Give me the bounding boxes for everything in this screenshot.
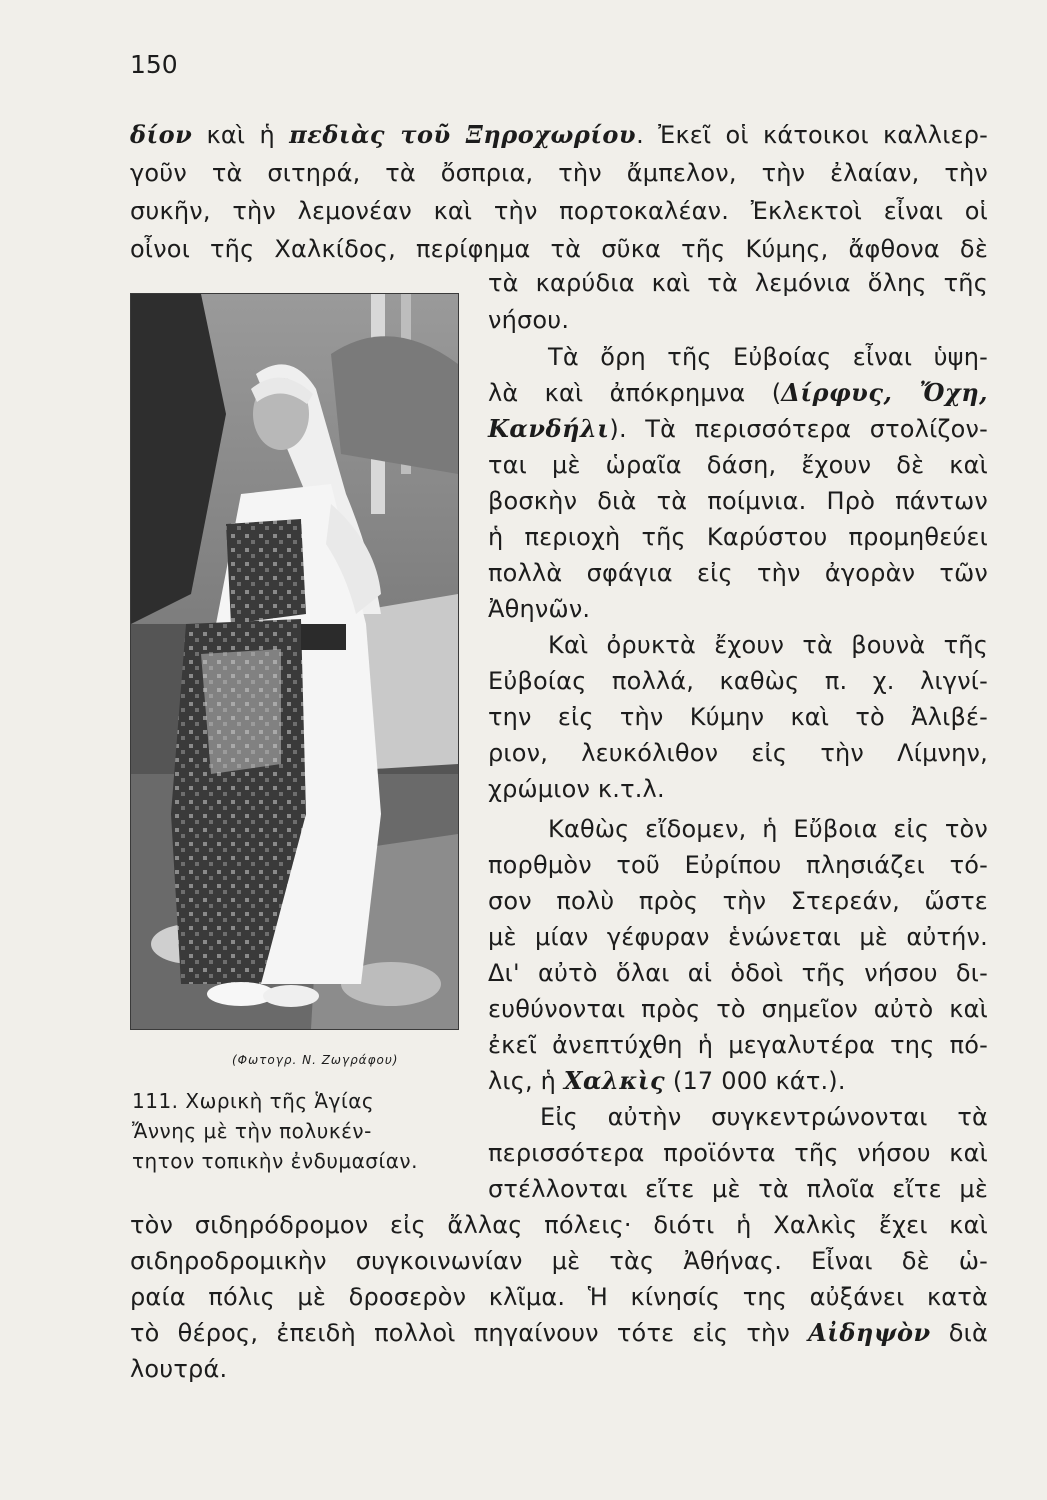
text-line: μὲ μίαν γέφυραν ἑνώνεται μὲ αὐτήν. — [488, 923, 988, 951]
text-line: δίον καὶ ἡ πεδιὰς τοῦ Ξηροχωρίου. Ἐκεῖ οἱ κάτοικοι καλλιερ- — [130, 120, 988, 149]
text-line: την εἰς τὴν Κύμην καὶ τὸ Ἀλιβέ- — [488, 703, 988, 731]
photo-credit: (Φωτογρ. Ν. Ζωγράφου) — [232, 1053, 399, 1067]
text-line: λουτρά. — [130, 1355, 228, 1383]
text-line: τὰ καρύδια καὶ τὰ λεμόνια ὅλης τῆς — [488, 269, 988, 297]
figure-caption-line: 111. Χωρικὴ τῆς Ἁγίας — [132, 1089, 375, 1113]
text-line: ἡ περιοχὴ τῆς Καρύστου προμηθεύει — [488, 523, 988, 551]
place-name: δίον — [130, 120, 193, 149]
text-line: τὸν σιδηρόδρομον εἰς ἄλλας πόλεις· διότι ἡ Χαλκὶς ἔχει καὶ — [130, 1211, 988, 1239]
text-line: πορθμὸν τοῦ Εὐρίπου πλησιάζει τό- — [488, 851, 988, 879]
text-line: Τὰ ὄρη τῆς Εὐβοίας εἶναι ὑψη- — [548, 343, 988, 371]
text-line: Δι' αὐτὸ ὅλαι αἱ ὁδοὶ τῆς νήσου δι- — [488, 959, 988, 987]
text-line: λις, ἡ Χαλκὶς (17 000 κάτ.). — [488, 1066, 846, 1095]
text-line: χρώμιον κ.τ.λ. — [488, 775, 665, 803]
text-line: Εἰς αὐτὴν συγκεντρώνονται τὰ — [540, 1103, 988, 1131]
text-line: ευθύνονται πρὸς τὸ σημεῖον αὐτὸ καὶ — [488, 995, 988, 1023]
city-name: Χαλκὶς — [563, 1066, 666, 1095]
figure-caption-line: Ἄννης μὲ τὴν πολυκέν- — [132, 1119, 372, 1143]
mountain-name: Κανδήλι — [488, 414, 610, 443]
place-name: πεδιὰς τοῦ Ξηροχωρίου — [289, 120, 637, 149]
text-line: Καὶ ὀρυκτὰ ἔχουν τὰ βουνὰ τῆς — [548, 631, 988, 659]
text-line: πολλὰ σφάγια εἰς τὴν ἀγορὰν τῶν — [488, 559, 988, 587]
text-line: ται μὲ ὡραῖα δάση, ἔχουν δὲ καὶ — [488, 451, 988, 479]
text-line: λὰ καὶ ἀπόκρημνα (Δίρφυς, Ὄχη, — [488, 378, 988, 407]
costume-photograph — [130, 293, 459, 1030]
text-line: νήσου. — [488, 306, 570, 334]
woman-in-traditional-costume-image — [131, 294, 458, 1029]
text-line: σιδηροδρομικὴν συγκοινωνίαν μὲ τὰς Ἀθήνας. Εἶναι δὲ ὡ- — [130, 1247, 988, 1275]
text-line: βοσκὴν διὰ τὰ ποίμνια. Πρὸ πάντων — [488, 487, 988, 515]
text-line: σον πολὺ πρὸς τὴν Στερεάν, ὥστε — [488, 887, 988, 915]
mountain-names: Δίρφυς, Ὄχη, — [781, 378, 988, 407]
text-line: Κανδήλι). Τὰ περισσότερα στολίζον- — [488, 414, 988, 443]
text-line: Ἀθηνῶν. — [488, 595, 591, 623]
text-line: τὸ θέρος, ἐπειδὴ πολλοὶ πηγαίνουν τότε εἰς τὴν Αἰδηψὸν διὰ — [130, 1318, 988, 1347]
text-line: ριον, λευκόλιθον εἰς τὴν Λίμνην, — [488, 739, 988, 767]
text-line: στέλλονται εἴτε μὲ τὰ πλοῖα εἴτε μὲ — [488, 1175, 988, 1203]
text-line: οἶνοι τῆς Χαλκίδος, περίφημα τὰ σῦκα τῆς Κύμης, ἄφθονα δὲ — [130, 235, 988, 263]
text-line: περισσότερα προϊόντα τῆς νήσου καὶ — [488, 1139, 988, 1167]
figure-caption-line: τητον τοπικὴν ἐνδυμασίαν. — [132, 1149, 418, 1173]
text-line: Εὐβοίας πολλά, καθὼς π. χ. λιγνί- — [488, 667, 988, 695]
text-line: ραία πόλις μὲ δροσερὸν κλῖμα. Ἡ κίνησίς της αὐξάνει κατὰ — [130, 1283, 988, 1311]
text-line: Καθὼς εἴδομεν, ἡ Εὔβοια εἰς τὸν — [548, 815, 988, 843]
text-line: ἐκεῖ ἀνεπτύχθη ἡ μεγαλυτέρα της πό- — [488, 1031, 988, 1059]
text-line: γοῦν τὰ σιτηρά, τὰ ὄσπρια, τὴν ἄμπελον, τὴν ἐλαίαν, τὴν — [130, 159, 988, 187]
text-line: συκῆν, τὴν λεμονέαν καὶ τὴν πορτοκαλέαν. Ἐκλεκτοὶ εἶναι οἱ — [130, 197, 988, 225]
town-name: Αἰδηψὸν — [808, 1318, 931, 1347]
page-number: 150 — [130, 50, 178, 79]
